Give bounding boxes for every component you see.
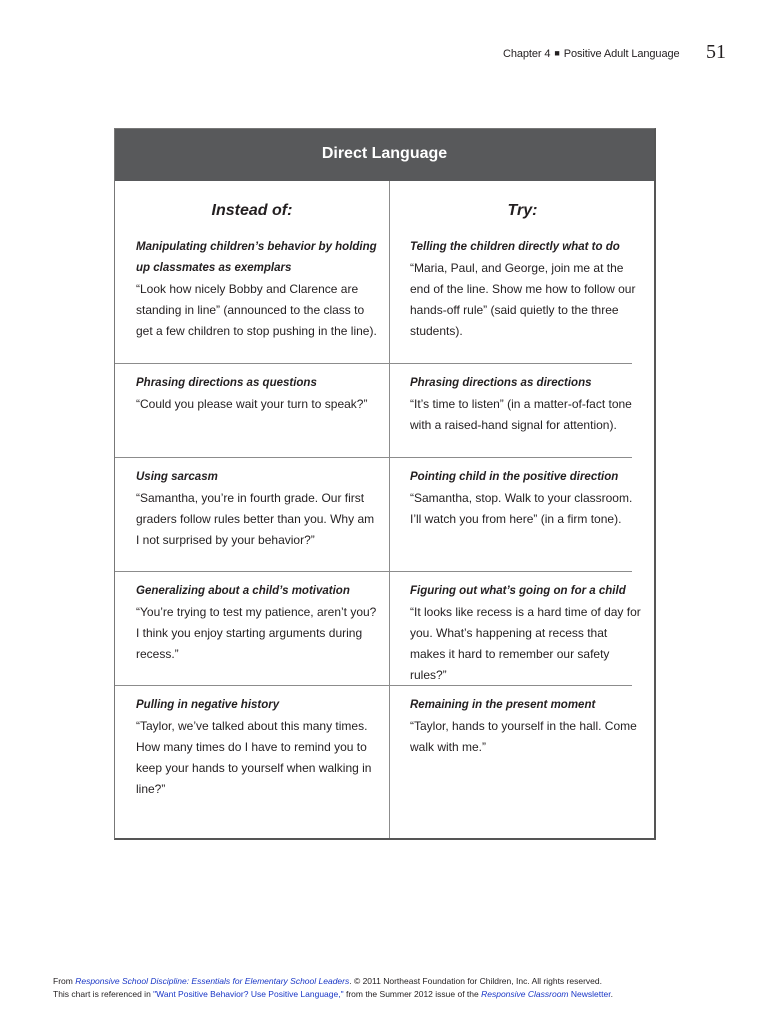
try-example: “Taylor, hands to yourself in the hall. Come walk with me.”	[410, 719, 637, 754]
try-cell	[410, 581, 642, 686]
instead-of-cell	[136, 237, 380, 342]
row-rule	[115, 457, 389, 458]
try-label: Remaining in the present moment	[410, 699, 596, 711]
instead-of-example: “Look how nicely Bobby and Clarence are standing in line” (announced to the class to get a few children to stop pushing in the line).	[136, 282, 377, 338]
instead-of-cell	[136, 467, 380, 551]
column-divider	[389, 181, 390, 838]
try-cell	[410, 237, 642, 342]
instead-of-label: Manipulating children’s behavior by holding up classmates as exemplars	[136, 241, 377, 274]
instead-of-label: Generalizing about a child’s motivation	[136, 585, 350, 597]
row-rule	[115, 363, 389, 364]
newsletter-link[interactable]: Responsive Classroom	[481, 989, 569, 999]
book-link[interactable]: Responsive School Discipline: Essentials for Elementary School Leaders	[75, 976, 350, 986]
running-head	[0, 40, 768, 72]
try-example: “It looks like recess is a hard time of day for you. What’s happening at recess that makes it hard to remember our safety rules?”	[410, 605, 641, 682]
instead-of-example: “You’re trying to test my patience, aren’t you? I think you enjoy starting arguments during recess.”	[136, 605, 377, 661]
try-example: “Samantha, stop. Walk to your classroom. I’ll watch you from here” (in a firm tone).	[410, 491, 633, 526]
column-header-try: Try:	[507, 202, 538, 219]
row-rule	[389, 571, 632, 572]
try-cell	[410, 467, 642, 530]
row-rule	[115, 571, 389, 572]
chapter-title	[503, 48, 680, 60]
try-example: “Maria, Paul, and George, join me at the end of the line. Show me how to follow our hands-off rule” (said quietly to the three students).	[410, 261, 636, 338]
row-rule	[389, 457, 632, 458]
instead-of-cell	[136, 695, 380, 800]
table-title: Direct Language	[115, 129, 654, 181]
section-label: Positive Adult Language	[563, 48, 680, 60]
instead-of-cell	[136, 581, 380, 665]
direct-language-table	[114, 128, 656, 840]
footer-source-line	[53, 975, 753, 988]
footer-issue: from the Summer 2012 issue of the	[343, 989, 482, 999]
footer-referenced: This chart is referenced in	[53, 989, 154, 999]
footer-period: .	[610, 989, 613, 999]
instead-of-example: “Could you please wait your turn to speak?”	[136, 397, 368, 411]
footer-credits	[53, 975, 753, 1001]
instead-of-label: Using sarcasm	[136, 471, 218, 483]
row-rule	[115, 685, 389, 686]
newsletter-link-suffix[interactable]: Newsletter	[568, 989, 611, 999]
try-label: Figuring out what’s going on for a child	[410, 585, 626, 597]
instead-of-cell	[136, 373, 380, 415]
instead-of-example: “Samantha, you’re in fourth grade. Our first graders follow rules better than you. Why am I not surprised by your behavior?”	[136, 491, 375, 547]
chapter-label: Chapter 4	[503, 48, 551, 60]
try-label: Pointing child in the positive direction	[410, 471, 619, 483]
page-number: 51	[706, 41, 726, 63]
column-header-instead-of: Instead of:	[211, 202, 293, 219]
try-cell	[410, 695, 642, 758]
try-example: “It’s time to listen” (in a matter-of-fact tone with a raised-hand signal for attention).	[410, 397, 632, 432]
article-link[interactable]: "Want Positive Behavior? Use Positive Language,"	[153, 989, 344, 999]
footer-from: From	[53, 976, 76, 986]
try-label: Phrasing directions as directions	[410, 377, 592, 389]
row-rule	[389, 363, 632, 364]
chapter-separator: ■	[554, 48, 560, 58]
row-rule	[389, 685, 632, 686]
footer-copyright: . © 2011 Northeast Foundation for Children, Inc. All rights reserved.	[349, 976, 602, 986]
footer-reference-line	[53, 988, 753, 1001]
instead-of-label: Phrasing directions as questions	[136, 377, 317, 389]
instead-of-example: “Taylor, we’ve talked about this many times. How many times do I have to remind you to keep your hands to yourself when walking in line?”	[136, 719, 372, 796]
instead-of-label: Pulling in negative history	[136, 699, 280, 711]
try-cell	[410, 373, 642, 436]
try-label: Telling the children directly what to do	[410, 241, 620, 253]
